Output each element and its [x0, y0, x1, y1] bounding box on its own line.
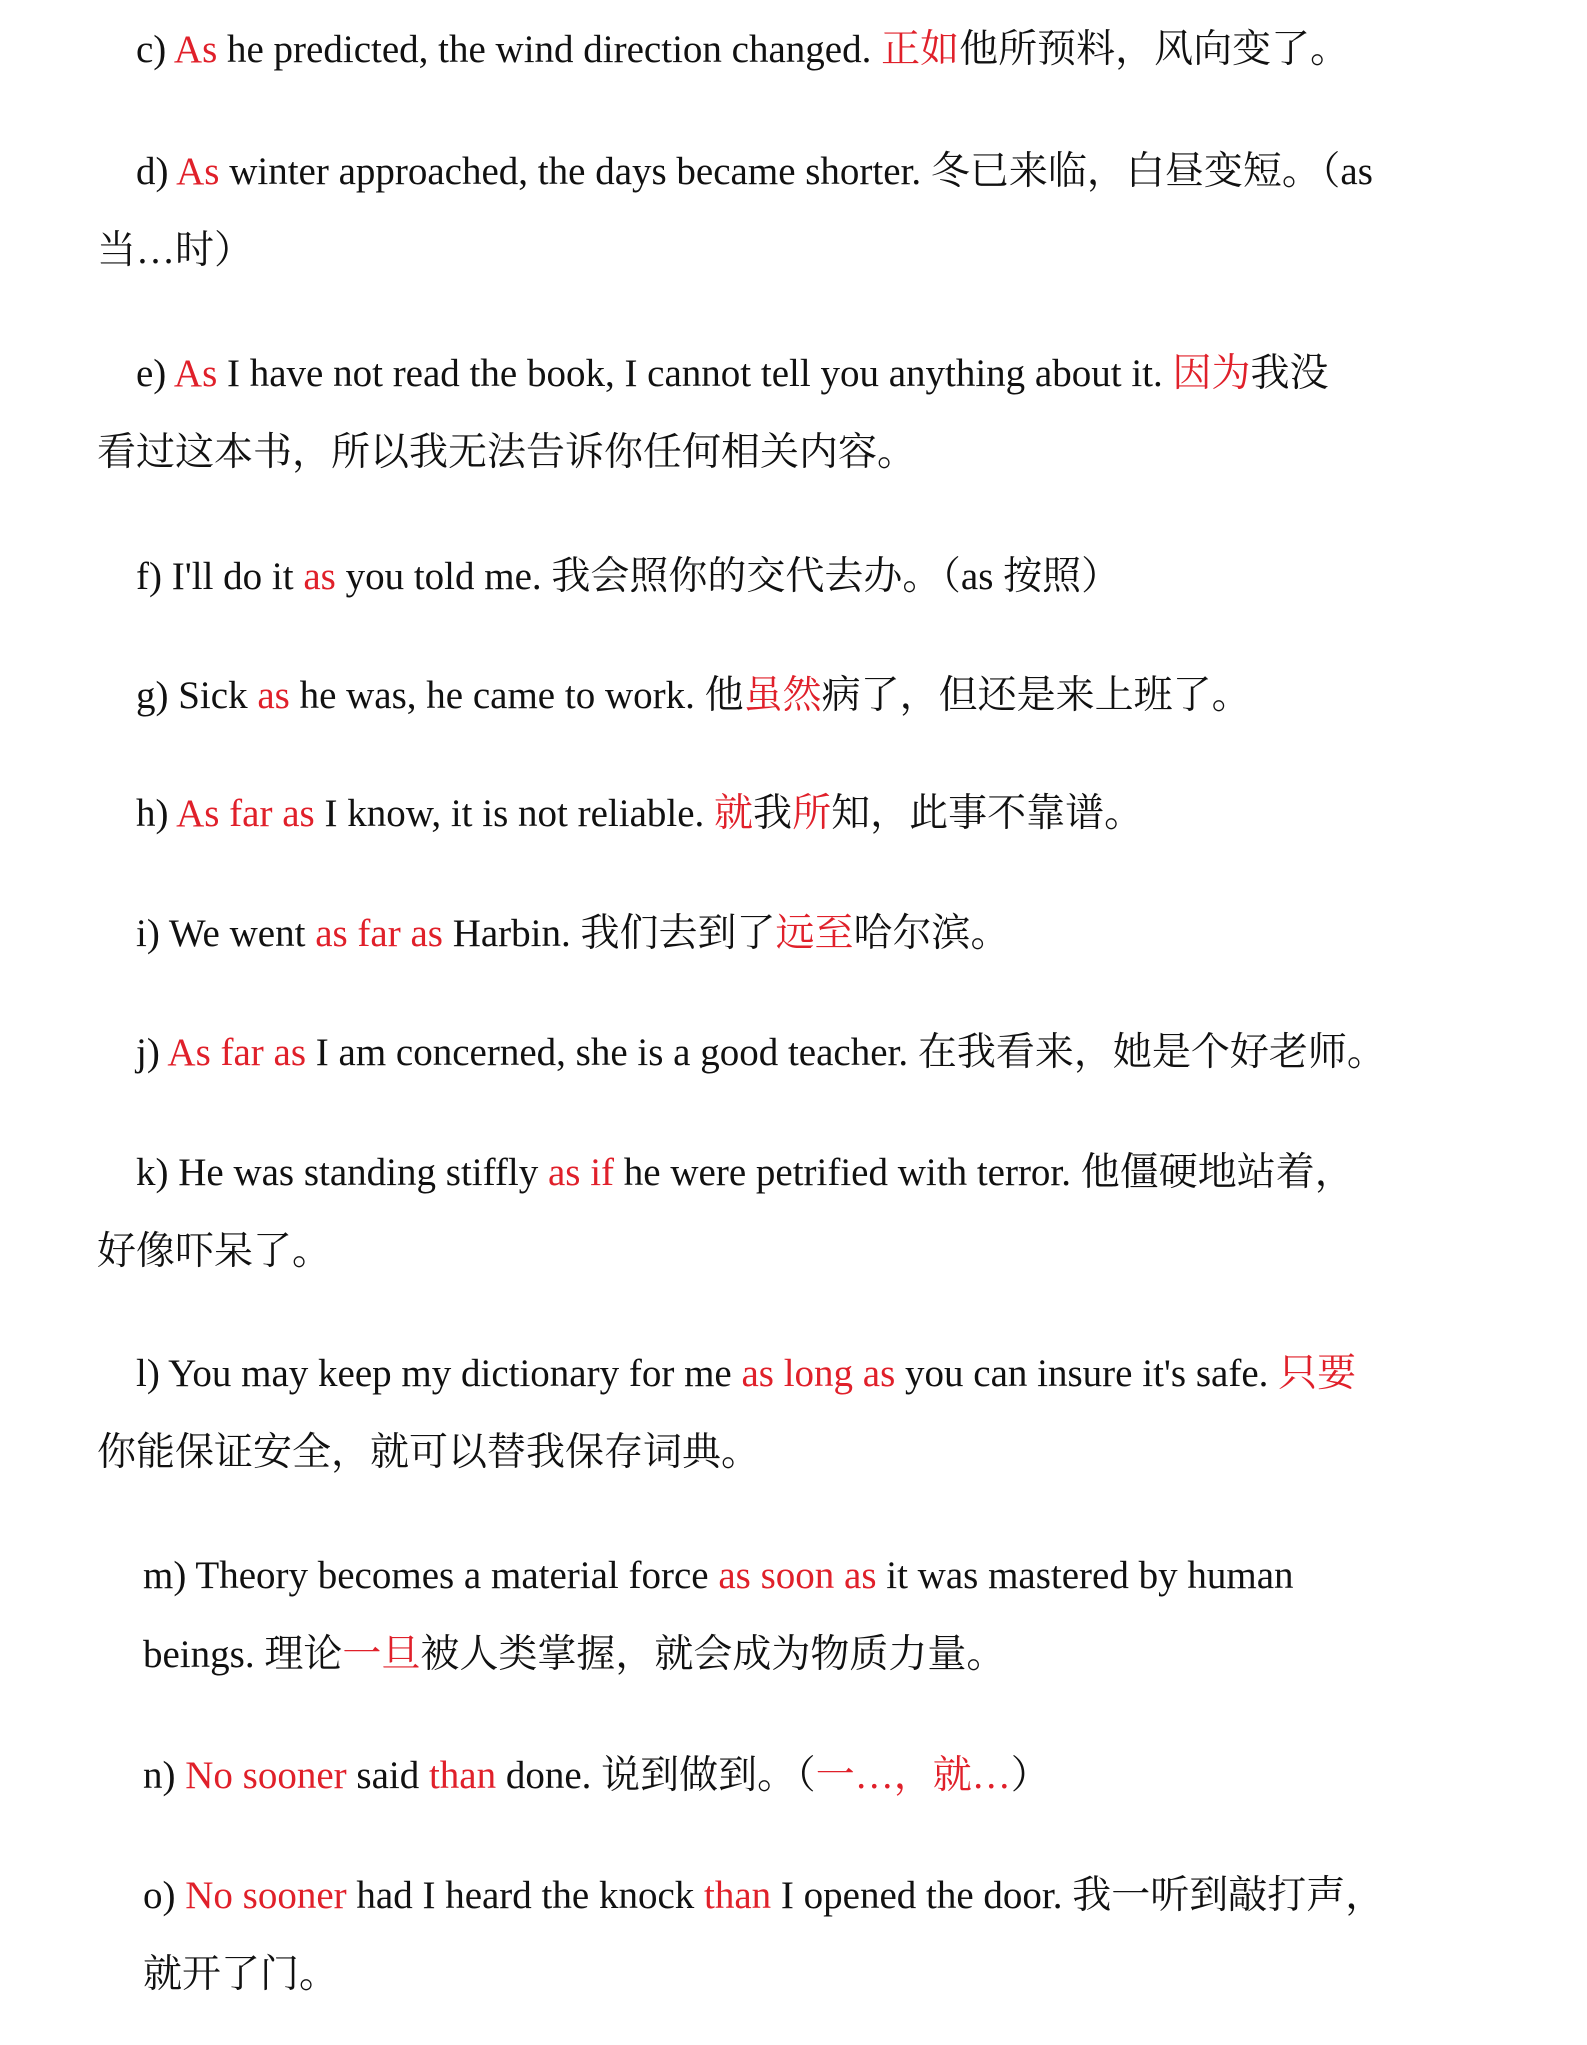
text-run: it was mastered by human: [876, 1554, 1294, 1598]
text-run: 就开了门。: [143, 1953, 339, 1997]
text-line: [136, 792, 1144, 836]
text-line: [136, 674, 1251, 718]
text-run: 当…时）: [97, 229, 254, 273]
highlight-phrase: as if: [547, 1151, 615, 1195]
highlight-phrase: 只要: [1278, 1352, 1357, 1396]
text-run: i) We went: [136, 912, 316, 956]
text-run: 哈尔滨。: [853, 912, 1010, 956]
highlight-phrase: 因为: [1172, 352, 1251, 396]
highlight-phrase: No sooner: [185, 1754, 347, 1798]
text-run: ）: [1010, 1754, 1050, 1798]
highlight-phrase: as long as: [741, 1352, 896, 1396]
text-line: [97, 1431, 761, 1475]
text-run: done. 说到做到。（: [496, 1754, 816, 1798]
text-run: said: [346, 1754, 429, 1798]
highlight-phrase: as: [303, 555, 336, 599]
text-line: [143, 1554, 1294, 1598]
highlight-phrase: As: [176, 150, 220, 194]
text-run: 知，此事不靠谱。: [831, 792, 1144, 836]
text-run: e): [136, 352, 174, 396]
text-line: [143, 1633, 1006, 1677]
text-run: Harbin. 我们去到了: [442, 912, 776, 956]
highlight-phrase: as far as: [315, 912, 443, 956]
text-run: he was, he came to work. 他: [289, 674, 744, 718]
text-line: [97, 229, 254, 273]
highlight-phrase: than: [428, 1754, 497, 1798]
highlight-phrase: 一…，就…: [815, 1754, 1011, 1798]
text-run: 我没: [1250, 352, 1329, 396]
text-run: h): [136, 792, 177, 836]
text-line: [143, 1874, 1385, 1918]
text-line: [136, 1352, 1357, 1396]
text-line: [143, 1754, 1050, 1798]
highlight-phrase: 一旦: [342, 1633, 421, 1677]
text-run: I opened the door. 我一听到敲打声，: [771, 1874, 1385, 1918]
text-run: 他所预料，风向变了。: [959, 28, 1350, 72]
text-line: [143, 1953, 339, 1997]
text-run: m) Theory becomes a material force: [143, 1554, 719, 1598]
text-run: winter approached, the days became shorter. 冬已来临，白昼变短。（as: [219, 150, 1373, 194]
text-run: 看过这本书，所以我无法告诉你任何相关内容。: [97, 431, 917, 475]
text-run: had I heard the knock: [346, 1874, 705, 1918]
text-run: beings. 理论: [143, 1633, 343, 1677]
highlight-phrase: as soon as: [718, 1554, 877, 1598]
text-line: [136, 352, 1329, 396]
highlight-phrase: As: [173, 28, 218, 72]
highlight-phrase: 正如: [881, 28, 960, 72]
highlight-phrase: as: [257, 674, 290, 718]
text-line: [97, 1230, 332, 1274]
text-run: he were petrified with terror. 他僵硬地站着，: [614, 1151, 1354, 1195]
highlight-phrase: 就: [714, 792, 754, 836]
text-line: [97, 431, 917, 475]
text-line: [136, 912, 1010, 956]
highlight-phrase: 虽然: [743, 674, 822, 718]
text-line: [136, 1151, 1354, 1195]
text-line: [136, 555, 1121, 599]
text-run: I know, it is not reliable.: [314, 792, 715, 836]
text-run: o): [143, 1874, 186, 1918]
text-run: 你能保证安全，就可以替我保存词典。: [97, 1431, 761, 1475]
text-run: c): [136, 28, 174, 72]
text-run: I have not read the book, I cannot tell you anything about it.: [217, 352, 1173, 396]
highlight-phrase: than: [704, 1874, 772, 1918]
text-run: 好像吓呆了。: [97, 1230, 332, 1274]
text-run: you can insure it's safe.: [895, 1352, 1279, 1396]
highlight-phrase: As far as: [167, 1031, 307, 1075]
text-line: [136, 1031, 1386, 1075]
text-line: [136, 150, 1373, 194]
text-run: g) Sick: [136, 674, 258, 718]
text-run: 我: [753, 792, 793, 836]
highlight-phrase: As far as: [176, 792, 315, 836]
text-line: [136, 28, 1350, 72]
text-run: you told me. 我会照你的交代去办。（as 按照）: [335, 555, 1121, 599]
text-run: k) He was standing stiffly: [136, 1151, 548, 1195]
text-run: d): [136, 150, 177, 194]
text-run: I am concerned, she is a good teacher. 在我看来，她是个好老师。: [306, 1031, 1386, 1075]
text-run: l) You may keep my dictionary for me: [136, 1352, 742, 1396]
highlight-phrase: 所: [792, 792, 832, 836]
text-run: 病了，但还是来上班了。: [821, 674, 1251, 718]
text-run: f) I'll do it: [136, 555, 304, 599]
text-run: 被人类掌握，就会成为物质力量。: [420, 1633, 1006, 1677]
text-run: j): [136, 1031, 168, 1075]
text-run: he predicted, the wind direction changed.: [217, 28, 882, 72]
highlight-phrase: 远至: [775, 912, 854, 956]
highlight-phrase: As: [173, 352, 218, 396]
text-run: n): [143, 1754, 186, 1798]
highlight-phrase: No sooner: [185, 1874, 347, 1918]
